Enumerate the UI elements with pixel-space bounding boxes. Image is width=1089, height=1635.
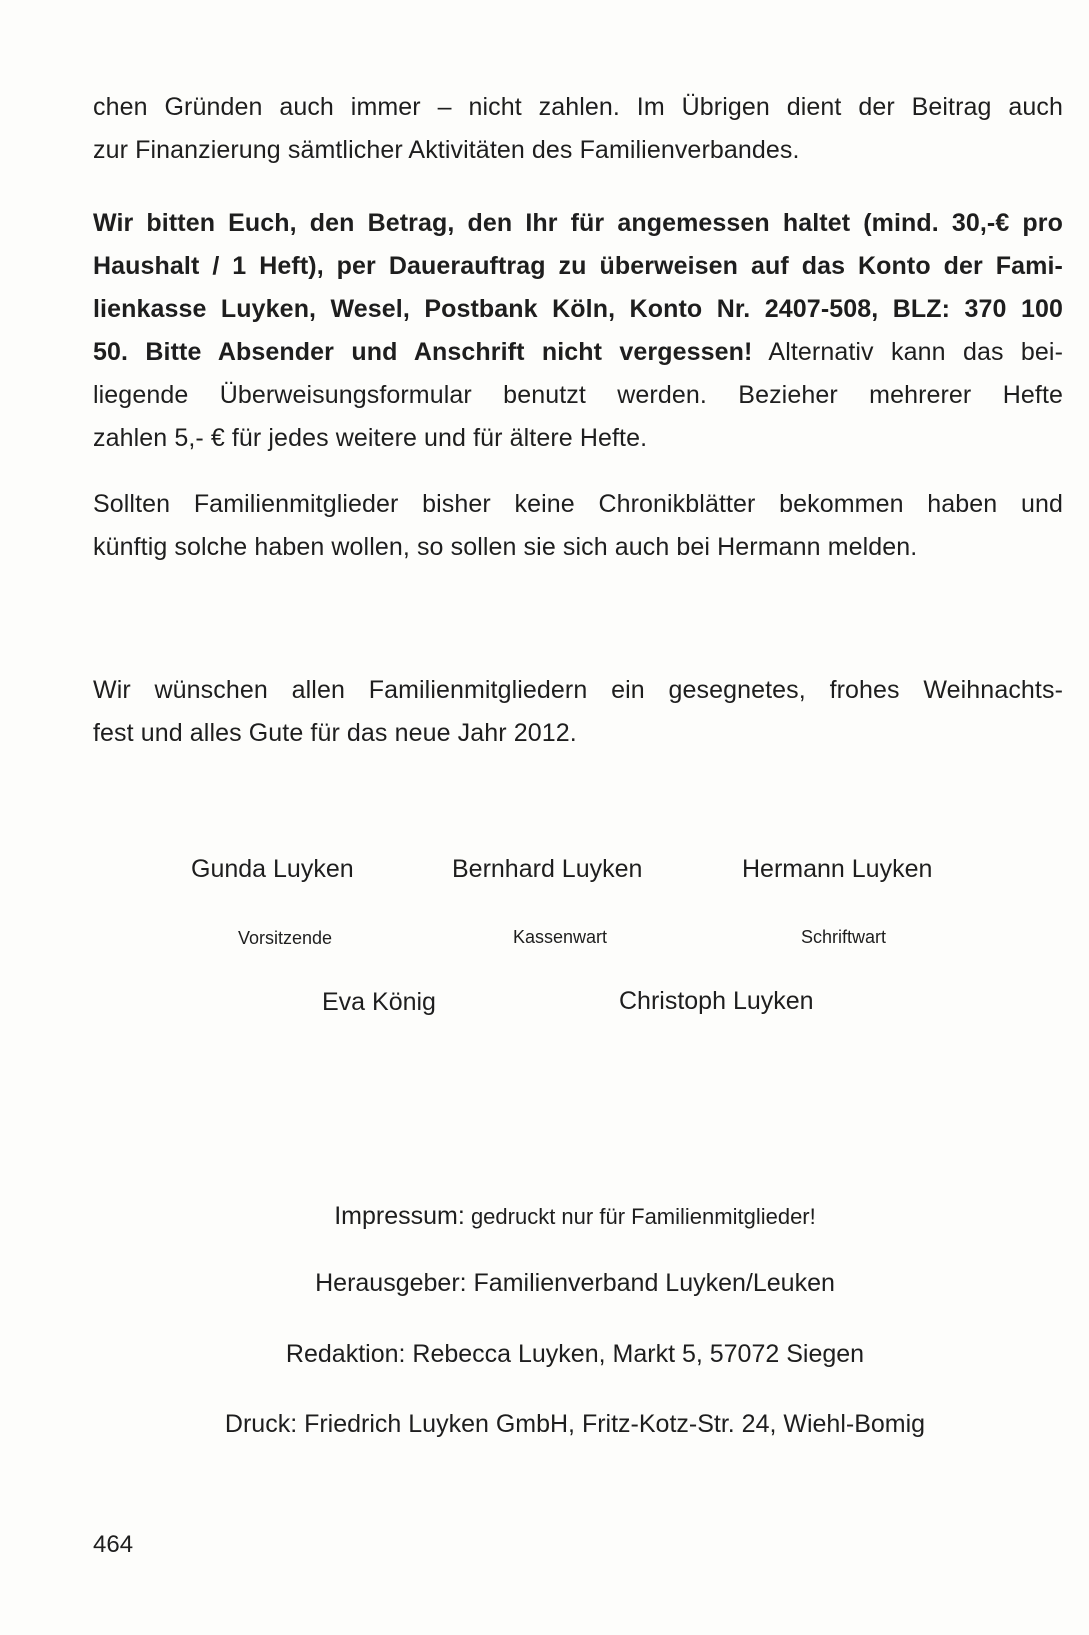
signature-role-bernhard: Kassenwart: [513, 927, 608, 947]
paragraph-chronicle-pages: [93, 483, 1063, 569]
signature-role-hermann: Schriftwart: [801, 927, 887, 947]
signature-name-gunda: Gunda Luyken: [191, 855, 354, 883]
impressum-print: Druck: Friedrich Luyken GmbH, Fritz-Kotz-Str. 24, Wiehl-Bomig: [224, 1410, 926, 1438]
text-line: zur Finanzierung sämtlicher Aktivitäten des Familienverbandes.: [93, 136, 800, 164]
paragraph-contribution-usage: [93, 86, 1063, 172]
text-line: künftig solche haben wollen, so sollen sie sich auch bei Hermann melden.: [93, 533, 918, 561]
impressum-editor: Redaktion: Rebecca Luyken, Markt 5, 57072 Siegen: [285, 1340, 865, 1368]
text-line: liegende Überweisungsformular benutzt werden. Bezieher mehrerer Hefte: [93, 381, 1063, 409]
signature-name-hermann: Hermann Luyken: [742, 855, 933, 883]
impressum-publisher: Herausgeber: Familienverband Luyken/Leuken: [315, 1269, 835, 1297]
regular-text-segment: Alternativ kann das bei-: [752, 338, 1063, 366]
page-number: 464: [93, 1531, 134, 1558]
signature-name-eva: Eva König: [322, 988, 436, 1016]
text-line: fest und alles Gute für das neue Jahr 2012.: [93, 719, 577, 747]
text-line: zahlen 5,- € für jedes weitere und für ältere Hefte.: [93, 424, 648, 452]
text-line: Wir wünschen allen Familienmitgliedern ein gesegnetes, frohes Weihnachts-: [93, 676, 1063, 704]
impressum-label: Impressum:: [334, 1202, 465, 1230]
signature-name-bernhard: Bernhard Luyken: [452, 855, 643, 883]
paragraph-christmas-wishes: [93, 669, 1063, 755]
impressum-line: [0, 1202, 1089, 1231]
bold-text-segment: 50. Bitte Absender und Anschrift nicht vergessen!: [93, 338, 753, 366]
mixed-text-line: [93, 331, 1063, 374]
bold-text-line: Wir bitten Euch, den Betrag, den Ihr für angemessen haltet (mind. 30,-€ pro: [93, 209, 1063, 237]
signature-name-christoph: Christoph Luyken: [619, 987, 814, 1015]
bold-text-line: lienkasse Luyken, Wesel, Postbank Köln, Konto Nr. 2407-508, BLZ: 370 100: [93, 295, 1063, 323]
impressum-text: gedruckt nur für Familienmitglieder!: [464, 1204, 816, 1229]
signature-role-gunda: Vorsitzende: [238, 928, 333, 948]
text-line: Sollten Familienmitglieder bisher keine Chronikblätter bekommen haben und: [93, 490, 1063, 518]
bold-text-line: Haushalt / 1 Heft), per Dauerauftrag zu überweisen auf das Konto der Fami-: [93, 252, 1063, 280]
paragraph-payment-request: [93, 202, 1063, 460]
text-line: chen Gründen auch immer – nicht zahlen. Im Übrigen dient der Beitrag auch: [93, 93, 1063, 121]
